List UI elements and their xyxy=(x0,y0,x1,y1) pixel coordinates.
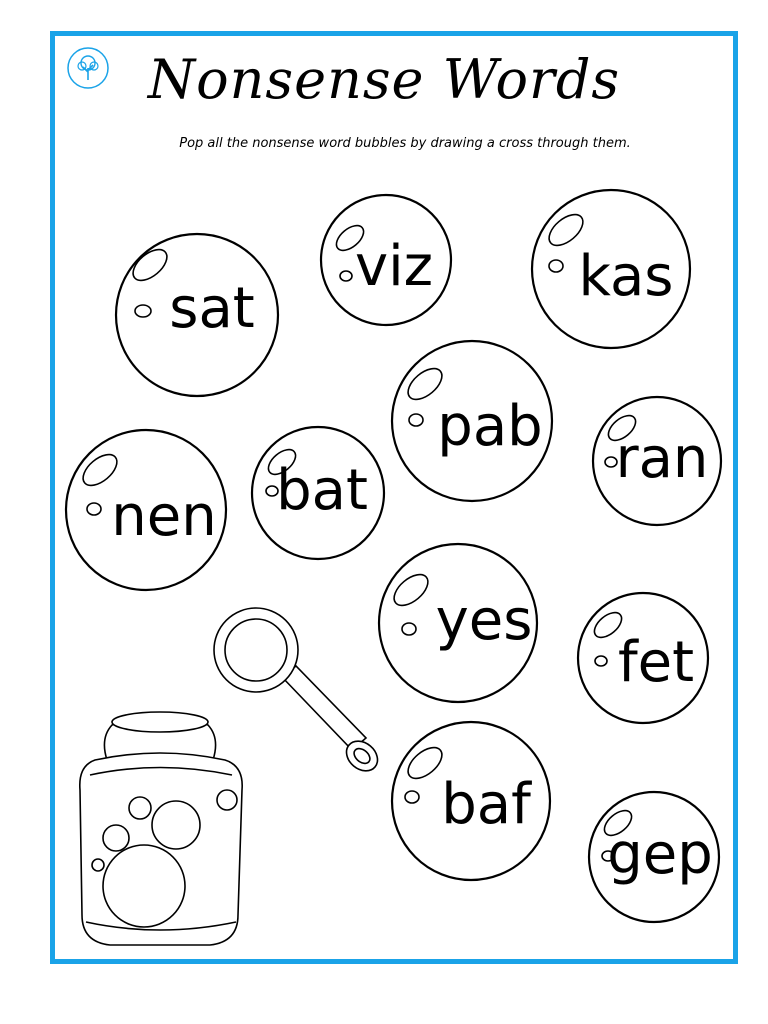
bubble-word: yes xyxy=(435,588,533,654)
bubble-word: pab xyxy=(437,394,543,460)
bubble-word: sat xyxy=(169,276,255,342)
bubble-sat[interactable] xyxy=(116,234,278,396)
bubble-word: kas xyxy=(578,244,674,310)
bubble-baf[interactable] xyxy=(392,722,550,880)
bubble-word: fet xyxy=(617,630,695,696)
instruction-text: Pop all the nonsense word bubbles by drawing a cross through them. xyxy=(179,136,631,151)
bubble-ran[interactable] xyxy=(593,397,721,525)
bubble-yes[interactable] xyxy=(379,544,537,702)
bubble-wand-icon xyxy=(214,608,383,777)
bubble-gep[interactable] xyxy=(589,792,719,922)
bubble-fet[interactable] xyxy=(578,593,708,723)
bubble-word: bat xyxy=(276,458,368,524)
bubble-kas[interactable] xyxy=(532,190,690,348)
page-title: Nonsense Words xyxy=(147,48,621,111)
bubble-bat[interactable] xyxy=(252,427,384,559)
bubble-viz[interactable] xyxy=(321,195,451,325)
bubble-nen[interactable] xyxy=(66,430,226,590)
bubble-word: gep xyxy=(607,822,713,888)
bubble-word: nen xyxy=(111,484,217,550)
bubble-pab[interactable] xyxy=(392,341,552,501)
bubble-word: viz xyxy=(354,234,434,300)
bubble-jar-icon xyxy=(80,712,242,945)
bubble-word: baf xyxy=(441,772,531,838)
bubble-word: ran xyxy=(615,426,709,492)
